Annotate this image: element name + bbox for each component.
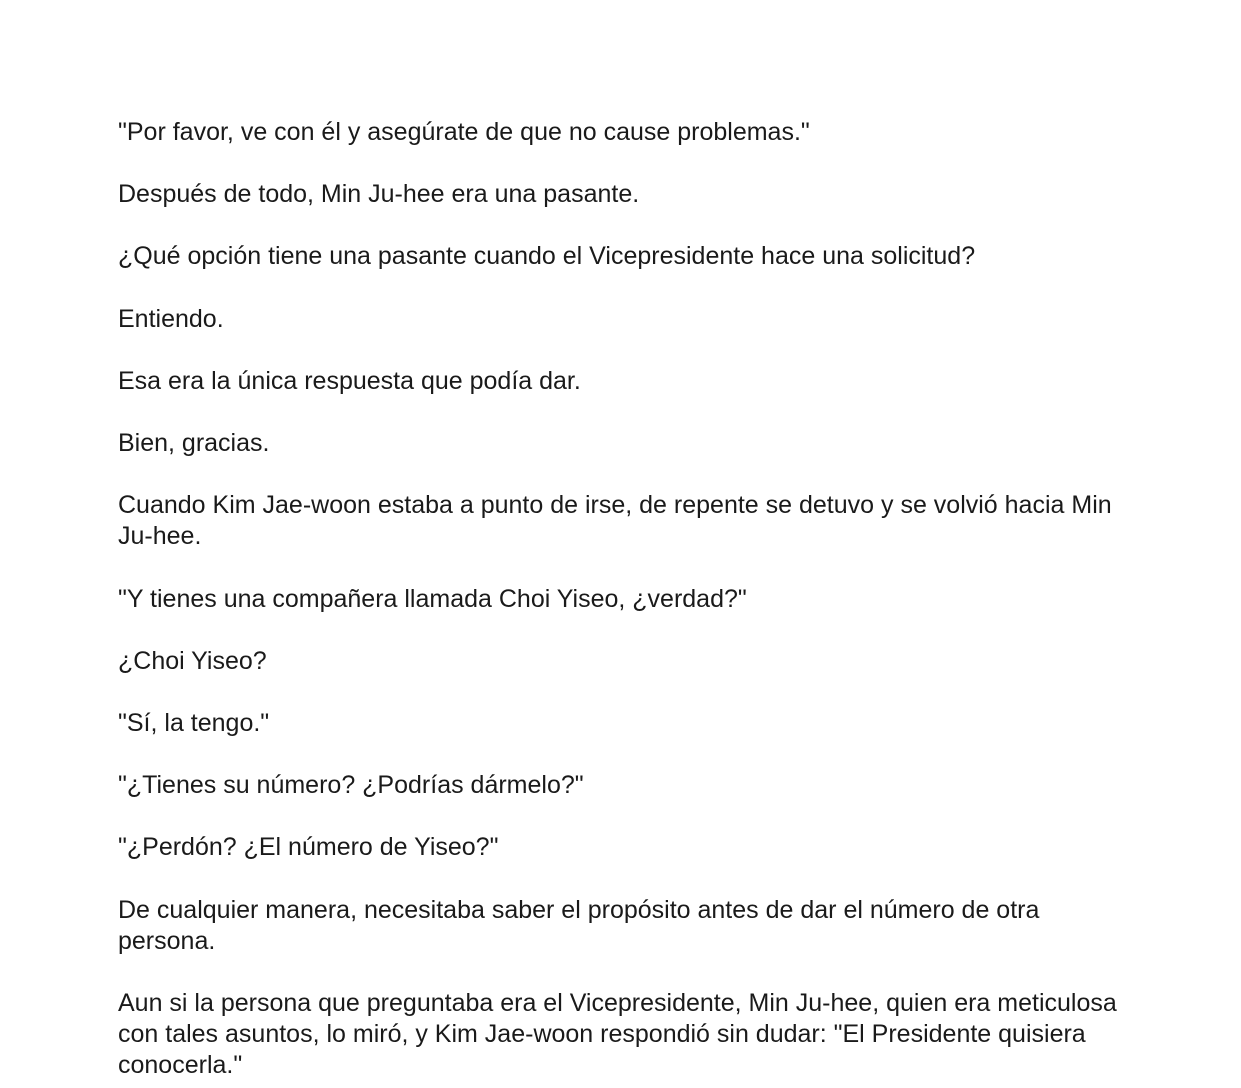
paragraph: Entiendo. — [118, 304, 224, 333]
paragraph: "Y tienes una compañera llamada Choi Yiseo, ¿verdad?" — [118, 584, 747, 613]
paragraph: Esa era la única respuesta que podía dar. — [118, 366, 581, 395]
paragraph: Después de todo, Min Ju-hee era una pasante. — [118, 180, 640, 209]
paragraph: De cualquier manera, necesitaba saber el propósito antes de dar el número de otra persona. — [118, 895, 1040, 955]
paragraph: Cuando Kim Jae-woon estaba a punto de irse, de repente se detuvo y se volvió hacia Min Ju-hee. — [118, 491, 1112, 551]
paragraph: Aun si la persona que preguntaba era el Vicepresidente, Min Ju-hee, quien era meticulosa con tales asuntos, lo miró, y Kim Jae-woon respondió sin dudar: "El Presidente quisiera conocerla." — [118, 989, 1117, 1080]
paragraph: "¿Tienes su número? ¿Podrías dármelo?" — [118, 771, 584, 800]
paragraph: "Por favor, ve con él y asegúrate de que no cause problemas." — [118, 118, 810, 146]
document-body — [118, 117, 1128, 1082]
paragraph: "¿Perdón? ¿El número de Yiseo?" — [118, 833, 499, 862]
paragraph: "Sí, la tengo." — [118, 709, 270, 738]
paragraph: ¿Qué opción tiene una pasante cuando el Vicepresidente hace una solicitud? — [118, 242, 976, 271]
paragraph: Bien, gracias. — [118, 429, 270, 458]
paragraph: ¿Choi Yiseo? — [118, 646, 267, 675]
